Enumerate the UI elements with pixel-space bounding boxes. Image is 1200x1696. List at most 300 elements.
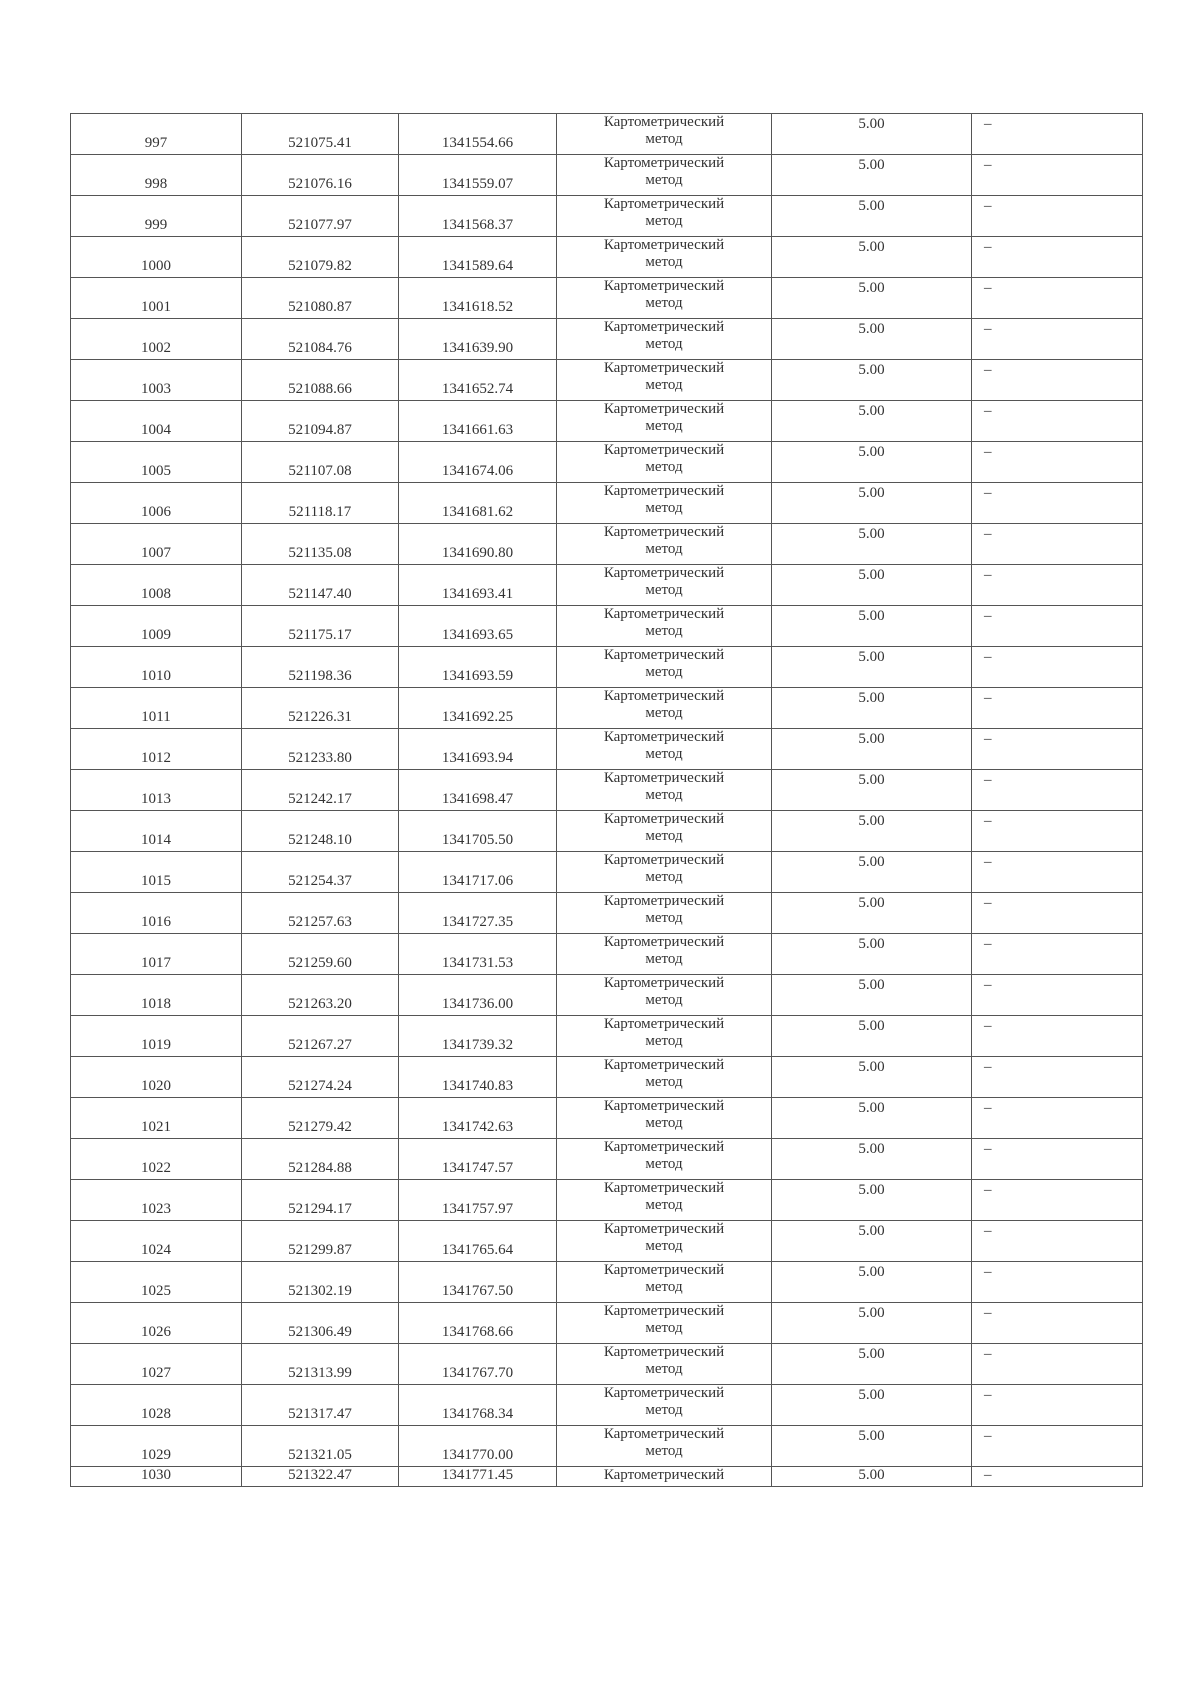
note-text: –	[984, 1182, 992, 1198]
note-cell	[972, 1467, 1143, 1487]
method-cell	[557, 770, 772, 811]
x-coordinate-cell	[242, 483, 399, 524]
point-number-cell	[71, 1303, 242, 1344]
table-row	[71, 401, 1143, 442]
table-row	[71, 1098, 1143, 1139]
note-cell	[972, 524, 1143, 565]
x-coordinate-text: 521135.08	[288, 545, 352, 561]
x-coordinate-text: 521322.47	[288, 1467, 352, 1483]
note-cell	[972, 1426, 1143, 1467]
accuracy-text: 5.00	[858, 280, 885, 296]
note-text: –	[984, 444, 992, 460]
method-text: метод	[645, 582, 683, 598]
method-text: Картометрический	[603, 360, 725, 376]
method-text: Картометрический	[603, 114, 725, 130]
x-coordinate-text: 521084.76	[288, 340, 352, 356]
x-coordinate-text: 521302.19	[288, 1283, 352, 1299]
note-cell	[972, 1016, 1143, 1057]
accuracy-cell	[772, 483, 972, 524]
y-coordinate-text: 1341768.34	[441, 1406, 514, 1422]
accuracy-cell	[772, 155, 972, 196]
y-coordinate-cell	[399, 934, 557, 975]
x-coordinate-text: 521088.66	[288, 381, 352, 397]
point-number-cell	[71, 196, 242, 237]
table-row	[71, 1344, 1143, 1385]
method-text: метод	[645, 1156, 683, 1172]
x-coordinate-text: 521077.97	[288, 217, 352, 233]
y-coordinate-cell	[399, 975, 557, 1016]
accuracy-cell	[772, 1057, 972, 1098]
note-text: –	[984, 362, 992, 378]
method-cell	[557, 1221, 772, 1262]
method-text: Картометрический	[603, 1098, 725, 1114]
note-cell	[972, 893, 1143, 934]
point-number-cell	[71, 360, 242, 401]
table-row	[71, 729, 1143, 770]
method-text: метод	[645, 541, 683, 557]
x-coordinate-cell	[242, 1180, 399, 1221]
point-number-cell	[71, 1344, 242, 1385]
y-coordinate-text: 1341698.47	[441, 791, 514, 807]
y-coordinate-text: 1341690.80	[441, 545, 514, 561]
method-text: метод	[645, 951, 683, 967]
point-number-text: 1022	[141, 1160, 171, 1176]
accuracy-cell	[772, 319, 972, 360]
point-number-cell	[71, 483, 242, 524]
y-coordinate-cell	[399, 647, 557, 688]
method-text: Картометрический	[603, 401, 725, 417]
method-text: метод	[645, 1443, 683, 1459]
table-row	[71, 934, 1143, 975]
x-coordinate-cell	[242, 975, 399, 1016]
table-row	[71, 1016, 1143, 1057]
method-cell	[557, 1139, 772, 1180]
table-row	[71, 975, 1143, 1016]
y-coordinate-cell	[399, 893, 557, 934]
note-text: –	[984, 936, 992, 952]
point-number-cell	[71, 278, 242, 319]
y-coordinate-text: 1341757.97	[441, 1201, 514, 1217]
table-row	[71, 442, 1143, 483]
table-row	[71, 606, 1143, 647]
point-number-cell	[71, 155, 242, 196]
x-coordinate-cell	[242, 1262, 399, 1303]
method-cell	[557, 1303, 772, 1344]
x-coordinate-text: 521299.87	[288, 1242, 352, 1258]
x-coordinate-cell	[242, 1016, 399, 1057]
x-coordinate-text: 521279.42	[288, 1119, 352, 1135]
y-coordinate-text: 1341661.63	[441, 422, 514, 438]
x-coordinate-text: 521107.08	[288, 463, 352, 479]
accuracy-cell	[772, 401, 972, 442]
method-text: Картометрический	[603, 196, 725, 212]
accuracy-cell	[772, 975, 972, 1016]
x-coordinate-text: 521118.17	[288, 504, 352, 520]
x-coordinate-cell	[242, 1303, 399, 1344]
x-coordinate-cell	[242, 934, 399, 975]
accuracy-text: 5.00	[858, 1182, 885, 1198]
method-text: Картометрический	[603, 1016, 725, 1032]
y-coordinate-cell	[399, 1016, 557, 1057]
accuracy-text: 5.00	[858, 1467, 885, 1483]
coordinates-table-body	[71, 114, 1143, 1487]
method-text: Картометрический	[603, 483, 725, 499]
accuracy-text: 5.00	[858, 485, 885, 501]
note-text: –	[984, 403, 992, 419]
method-cell	[557, 606, 772, 647]
point-number-text: 1000	[141, 258, 171, 274]
point-number-text: 1023	[141, 1201, 171, 1217]
method-text: Картометрический	[603, 1344, 725, 1360]
x-coordinate-cell	[242, 401, 399, 442]
y-coordinate-cell	[399, 1180, 557, 1221]
accuracy-cell	[772, 934, 972, 975]
method-text: Картометрический	[603, 1139, 725, 1155]
note-text: –	[984, 1428, 992, 1444]
point-number-text: 1003	[141, 381, 171, 397]
y-coordinate-text: 1341693.94	[441, 750, 514, 766]
y-coordinate-cell	[399, 155, 557, 196]
y-coordinate-cell	[399, 1344, 557, 1385]
point-number-text: 998	[144, 176, 168, 192]
point-number-cell	[71, 1467, 242, 1487]
note-cell	[972, 1098, 1143, 1139]
note-cell	[972, 811, 1143, 852]
note-text: –	[984, 239, 992, 255]
point-number-text: 1021	[141, 1119, 171, 1135]
method-text: Картометрический	[603, 811, 725, 827]
note-cell	[972, 237, 1143, 278]
point-number-text: 1010	[141, 668, 171, 684]
y-coordinate-cell	[399, 811, 557, 852]
accuracy-text: 5.00	[858, 567, 885, 583]
method-cell	[557, 1180, 772, 1221]
x-coordinate-text: 521274.24	[288, 1078, 352, 1094]
x-coordinate-text: 521226.31	[288, 709, 352, 725]
method-text: Картометрический	[603, 688, 725, 704]
x-coordinate-text: 521248.10	[288, 832, 352, 848]
y-coordinate-cell	[399, 688, 557, 729]
method-text: Картометрический	[603, 893, 725, 909]
method-cell	[557, 1098, 772, 1139]
y-coordinate-text: 1341559.07	[441, 176, 514, 192]
x-coordinate-cell	[242, 1098, 399, 1139]
accuracy-text: 5.00	[858, 895, 885, 911]
note-text: –	[984, 1305, 992, 1321]
point-number-cell	[71, 524, 242, 565]
method-text: Картометрический	[603, 1426, 725, 1442]
note-text: –	[984, 198, 992, 214]
x-coordinate-text: 521076.16	[288, 176, 352, 192]
table-row	[71, 1467, 1143, 1487]
x-coordinate-cell	[242, 565, 399, 606]
accuracy-text: 5.00	[858, 1428, 885, 1444]
point-number-text: 1007	[141, 545, 171, 561]
method-cell	[557, 401, 772, 442]
note-text: –	[984, 1059, 992, 1075]
x-coordinate-text: 521075.41	[288, 135, 352, 151]
y-coordinate-text: 1341765.64	[441, 1242, 514, 1258]
method-text: Картометрический	[603, 934, 725, 950]
y-coordinate-cell	[399, 319, 557, 360]
note-cell	[972, 442, 1143, 483]
accuracy-text: 5.00	[858, 772, 885, 788]
note-cell	[972, 1344, 1143, 1385]
point-number-text: 1011	[141, 709, 171, 725]
table-row	[71, 319, 1143, 360]
y-coordinate-cell	[399, 483, 557, 524]
y-coordinate-cell	[399, 1467, 557, 1487]
point-number-cell	[71, 401, 242, 442]
method-text: метод	[645, 787, 683, 803]
accuracy-cell	[772, 1344, 972, 1385]
y-coordinate-cell	[399, 237, 557, 278]
note-text: –	[984, 1467, 992, 1483]
method-cell	[557, 360, 772, 401]
method-text: Картометрический	[603, 319, 725, 335]
point-number-cell	[71, 1139, 242, 1180]
method-cell	[557, 811, 772, 852]
point-number-cell	[71, 565, 242, 606]
point-number-cell	[71, 114, 242, 155]
accuracy-cell	[772, 114, 972, 155]
point-number-text: 1027	[141, 1365, 171, 1381]
note-cell	[972, 606, 1143, 647]
method-cell	[557, 975, 772, 1016]
method-text: Картометрический	[603, 565, 725, 581]
accuracy-text: 5.00	[858, 977, 885, 993]
method-cell	[557, 852, 772, 893]
method-text: метод	[645, 1361, 683, 1377]
note-cell	[972, 1262, 1143, 1303]
method-text: метод	[645, 1238, 683, 1254]
table-row	[71, 1057, 1143, 1098]
y-coordinate-text: 1341767.70	[441, 1365, 514, 1381]
note-cell	[972, 647, 1143, 688]
method-cell	[557, 934, 772, 975]
y-coordinate-text: 1341717.06	[441, 873, 514, 889]
point-number-text: 1006	[141, 504, 171, 520]
point-number-cell	[71, 1016, 242, 1057]
method-cell	[557, 1426, 772, 1467]
x-coordinate-cell	[242, 1139, 399, 1180]
method-cell	[557, 647, 772, 688]
point-number-text: 1017	[141, 955, 171, 971]
accuracy-cell	[772, 852, 972, 893]
y-coordinate-text: 1341681.62	[441, 504, 514, 520]
point-number-cell	[71, 975, 242, 1016]
y-coordinate-cell	[399, 1426, 557, 1467]
y-coordinate-cell	[399, 360, 557, 401]
y-coordinate-cell	[399, 565, 557, 606]
point-number-text: 1018	[141, 996, 171, 1012]
x-coordinate-text: 521242.17	[288, 791, 352, 807]
x-coordinate-text: 521094.87	[288, 422, 352, 438]
x-coordinate-cell	[242, 811, 399, 852]
y-coordinate-cell	[399, 1385, 557, 1426]
note-text: –	[984, 1223, 992, 1239]
table-row	[71, 360, 1143, 401]
accuracy-text: 5.00	[858, 854, 885, 870]
method-text: Картометрический	[603, 647, 725, 663]
note-cell	[972, 975, 1143, 1016]
point-number-text: 1024	[141, 1242, 171, 1258]
y-coordinate-text: 1341693.65	[441, 627, 514, 643]
x-coordinate-cell	[242, 1344, 399, 1385]
y-coordinate-text: 1341731.53	[441, 955, 514, 971]
accuracy-text: 5.00	[858, 526, 885, 542]
note-text: –	[984, 649, 992, 665]
method-text: Картометрический	[603, 1180, 725, 1196]
method-cell	[557, 483, 772, 524]
method-text: Картометрический	[603, 237, 725, 253]
method-text: Картометрический	[603, 1262, 725, 1278]
x-coordinate-text: 521263.20	[288, 996, 352, 1012]
note-text: –	[984, 116, 992, 132]
y-coordinate-text: 1341739.32	[441, 1037, 514, 1053]
note-text: –	[984, 485, 992, 501]
point-number-text: 1005	[141, 463, 171, 479]
accuracy-cell	[772, 1262, 972, 1303]
y-coordinate-cell	[399, 1303, 557, 1344]
point-number-cell	[71, 606, 242, 647]
method-text: метод	[645, 1074, 683, 1090]
method-cell	[557, 1344, 772, 1385]
accuracy-text: 5.00	[858, 649, 885, 665]
y-coordinate-text: 1341736.00	[441, 996, 514, 1012]
method-cell	[557, 278, 772, 319]
x-coordinate-cell	[242, 647, 399, 688]
x-coordinate-cell	[242, 196, 399, 237]
accuracy-text: 5.00	[858, 1059, 885, 1075]
x-coordinate-text: 521175.17	[288, 627, 352, 643]
accuracy-cell	[772, 360, 972, 401]
accuracy-text: 5.00	[858, 157, 885, 173]
y-coordinate-text: 1341693.59	[441, 668, 514, 684]
method-text: Картометрический	[603, 1057, 725, 1073]
accuracy-text: 5.00	[858, 403, 885, 419]
accuracy-cell	[772, 1016, 972, 1057]
accuracy-cell	[772, 524, 972, 565]
point-number-text: 1029	[141, 1447, 171, 1463]
method-text: Картометрический	[603, 852, 725, 868]
accuracy-text: 5.00	[858, 731, 885, 747]
point-number-text: 1025	[141, 1283, 171, 1299]
accuracy-cell	[772, 1426, 972, 1467]
x-coordinate-text: 521147.40	[288, 586, 352, 602]
y-coordinate-cell	[399, 729, 557, 770]
x-coordinate-cell	[242, 770, 399, 811]
note-text: –	[984, 731, 992, 747]
accuracy-text: 5.00	[858, 362, 885, 378]
point-number-cell	[71, 1180, 242, 1221]
method-text: метод	[645, 1115, 683, 1131]
accuracy-cell	[772, 893, 972, 934]
table-row	[71, 155, 1143, 196]
method-cell	[557, 524, 772, 565]
note-text: –	[984, 157, 992, 173]
method-text: метод	[645, 1402, 683, 1418]
method-text: Картометрический	[603, 1303, 725, 1319]
table-row	[71, 196, 1143, 237]
note-cell	[972, 1139, 1143, 1180]
coordinates-table	[70, 113, 1143, 1487]
table-row	[71, 1221, 1143, 1262]
y-coordinate-text: 1341554.66	[441, 135, 514, 151]
note-cell	[972, 278, 1143, 319]
point-number-cell	[71, 811, 242, 852]
y-coordinate-cell	[399, 1057, 557, 1098]
note-cell	[972, 770, 1143, 811]
method-text: метод	[645, 418, 683, 434]
y-coordinate-cell	[399, 196, 557, 237]
y-coordinate-cell	[399, 114, 557, 155]
point-number-text: 997	[144, 135, 168, 151]
point-number-cell	[71, 1221, 242, 1262]
note-cell	[972, 1385, 1143, 1426]
point-number-text: 1019	[141, 1037, 171, 1053]
accuracy-text: 5.00	[858, 116, 885, 132]
y-coordinate-text: 1341767.50	[441, 1283, 514, 1299]
x-coordinate-cell	[242, 893, 399, 934]
point-number-cell	[71, 1385, 242, 1426]
point-number-text: 1008	[141, 586, 171, 602]
note-text: –	[984, 567, 992, 583]
note-cell	[972, 401, 1143, 442]
point-number-cell	[71, 237, 242, 278]
point-number-cell	[71, 852, 242, 893]
accuracy-cell	[772, 442, 972, 483]
table-row	[71, 1426, 1143, 1467]
x-coordinate-cell	[242, 1467, 399, 1487]
method-text: Картометрический	[603, 1221, 725, 1237]
x-coordinate-cell	[242, 606, 399, 647]
note-text: –	[984, 1264, 992, 1280]
x-coordinate-text: 521079.82	[288, 258, 352, 274]
x-coordinate-cell	[242, 278, 399, 319]
note-text: –	[984, 854, 992, 870]
x-coordinate-cell	[242, 319, 399, 360]
x-coordinate-cell	[242, 1057, 399, 1098]
note-cell	[972, 565, 1143, 606]
accuracy-text: 5.00	[858, 1018, 885, 1034]
table-row	[71, 1385, 1143, 1426]
method-text: метод	[645, 828, 683, 844]
note-text: –	[984, 1141, 992, 1157]
method-text: метод	[645, 172, 683, 188]
method-text: метод	[645, 295, 683, 311]
x-coordinate-cell	[242, 114, 399, 155]
y-coordinate-text: 1341747.57	[441, 1160, 514, 1176]
x-coordinate-text: 521306.49	[288, 1324, 352, 1340]
note-cell	[972, 196, 1143, 237]
table-row	[71, 1139, 1143, 1180]
accuracy-cell	[772, 196, 972, 237]
accuracy-cell	[772, 1467, 972, 1487]
accuracy-cell	[772, 811, 972, 852]
x-coordinate-cell	[242, 155, 399, 196]
accuracy-cell	[772, 606, 972, 647]
note-cell	[972, 852, 1143, 893]
x-coordinate-cell	[242, 729, 399, 770]
accuracy-text: 5.00	[858, 1387, 885, 1403]
note-text: –	[984, 690, 992, 706]
accuracy-text: 5.00	[858, 239, 885, 255]
note-cell	[972, 934, 1143, 975]
method-text: Картометрический	[603, 1467, 725, 1483]
point-number-text: 1026	[141, 1324, 171, 1340]
accuracy-cell	[772, 729, 972, 770]
